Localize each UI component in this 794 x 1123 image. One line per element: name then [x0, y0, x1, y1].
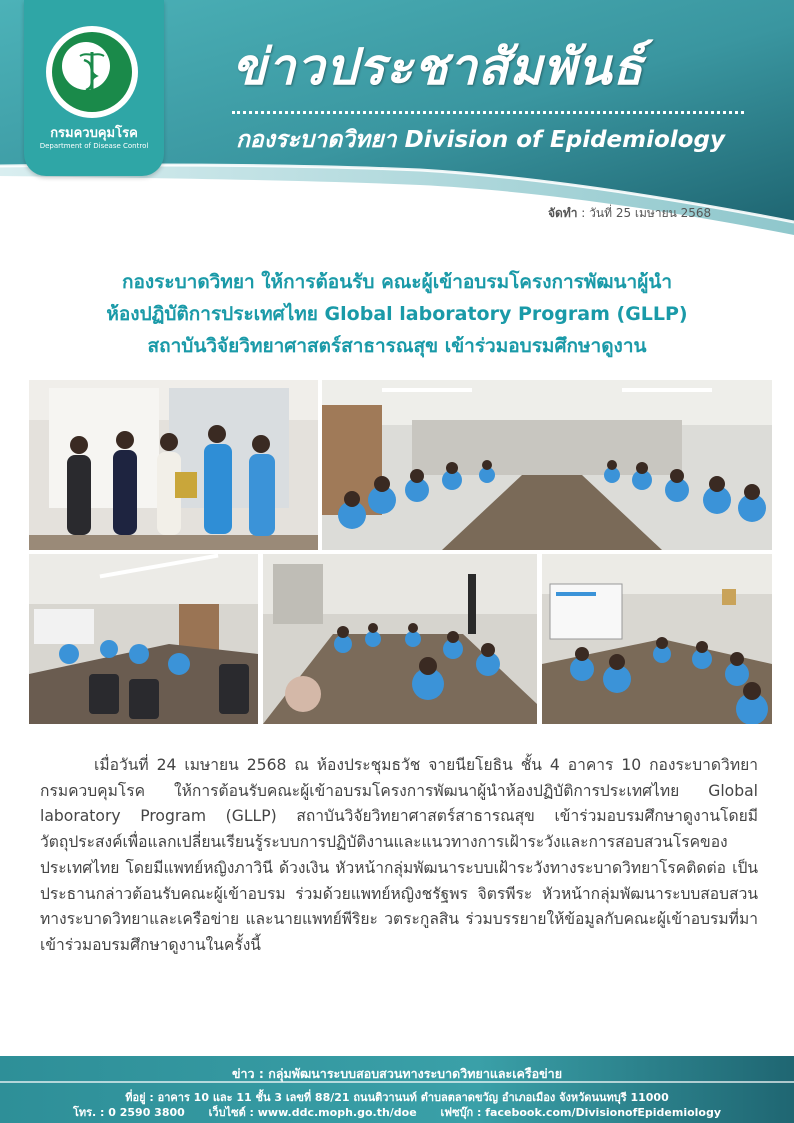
logo-org-en: Department of Disease Control — [39, 142, 149, 150]
photo-meeting-room-center — [263, 554, 537, 724]
logo-tab — [24, 0, 164, 176]
footer-phone: โทร. : 0 2590 3800 — [72, 1106, 185, 1119]
footer-address: ที่อยู่ : อาคาร 10 และ 11 ชั้น 3 เลขที่ 88/21 ถนนติวานนท์ ตำบลตลาดขวัญ อำเภอเมือง จังหวัดนนทบุรี 11000 — [125, 1091, 669, 1104]
news-headline — [30, 266, 764, 362]
date-label: จัดทำ — [548, 206, 578, 220]
headline-line-2: ห้องปฏิบัติการประเทศไทย Global laboratory Program (GLLP) — [106, 303, 688, 325]
photo-group-handover — [29, 380, 318, 550]
footer-contacts — [0, 1103, 794, 1121]
photo-meeting-room-wide — [322, 380, 772, 550]
publish-date — [548, 204, 711, 223]
headline-line-1: กองระบาดวิทยา ให้การต้อนรับ คณะผู้เข้าอบรมโครงการพัฒนาผู้นำ — [121, 271, 673, 293]
page-subtitle: กองระบาดวิทยา Division of Epidemiology — [236, 127, 725, 153]
logo-org-th: กรมควบคุมโรค — [50, 126, 138, 141]
footer-website-link[interactable]: เว็บไซต์ : www.ddc.moph.go.th/doe — [208, 1106, 417, 1119]
page-title: ข่าวประชาสัมพันธ์ — [232, 38, 644, 96]
footer-news-source: ข่าว : กลุ่มพัฒนาระบบสอบสวนทางระบาดวิทยาและเครือข่าย — [231, 1066, 563, 1081]
news-body-paragraph: เมื่อวันที่ 24 เมษายน 2568 ณ ห้องประชุมธวัช จายนียโยธิน ชั้น 4 อาคาร 10 กองระบาดวิทยา กรมควบคุมโรค ให้การต้อนรับคณะผู้เข้าอบรมโครงการพัฒนาผู้นำห้องปฏิบัติการประเทศไทย Global laboratory Program (GLLP) สถาบันวิจัยวิทยาศาสตร์สาธารณสุข เข้าร่วมอบรมศึกษาดูงานโดยมีวัตถุประสงค์เพื่อแลกเปลี่ยนเรียนรู้ระบบการปฏิบัติงานและแนวทางการเฝ้าระวังและการสอบสวนโรคของประเทศไทย โดยมีแพทย์หญิงภาวินี ด้วงเงิน หัวหน้ากลุ่มพัฒนาระบบเฝ้าระวังทางระบาดวิทยาโรคติดต่อ เป็นประธานกล่าวต้อนรับคณะผู้เข้าอบรม ร่วมด้วยแพทย์หญิงชรัฐพร จิตรพีระ หัวหน้ากลุ่มพัฒนาระบบสอบสวนทางระบาดวิทยาและเครือข่าย และนายแพทย์พีริยะ วตระกูลสิน ร่วมบรรยายให้ข้อมูลกับคณะผู้เข้าอบรมที่มาเข้าร่วมอบรมศึกษาดูงานในครั้งนี้ — [40, 756, 758, 954]
page-header — [0, 0, 794, 235]
date-value: : วันที่ 25 เมษายน 2568 — [577, 206, 712, 220]
headline-line-3: สถาบันวิจัยวิทยาศาสตร์สาธารณสุข เข้าร่วมอบรมศึกษาดูงาน — [147, 335, 647, 357]
ministry-seal-icon — [46, 26, 138, 118]
photo-meeting-room-left — [29, 554, 258, 724]
photo-meeting-room-presentation — [542, 554, 772, 724]
title-divider — [232, 111, 744, 114]
footer-facebook-link[interactable]: เฟซบุ๊ก : facebook.com/DivisionofEpidemiology — [440, 1106, 722, 1119]
